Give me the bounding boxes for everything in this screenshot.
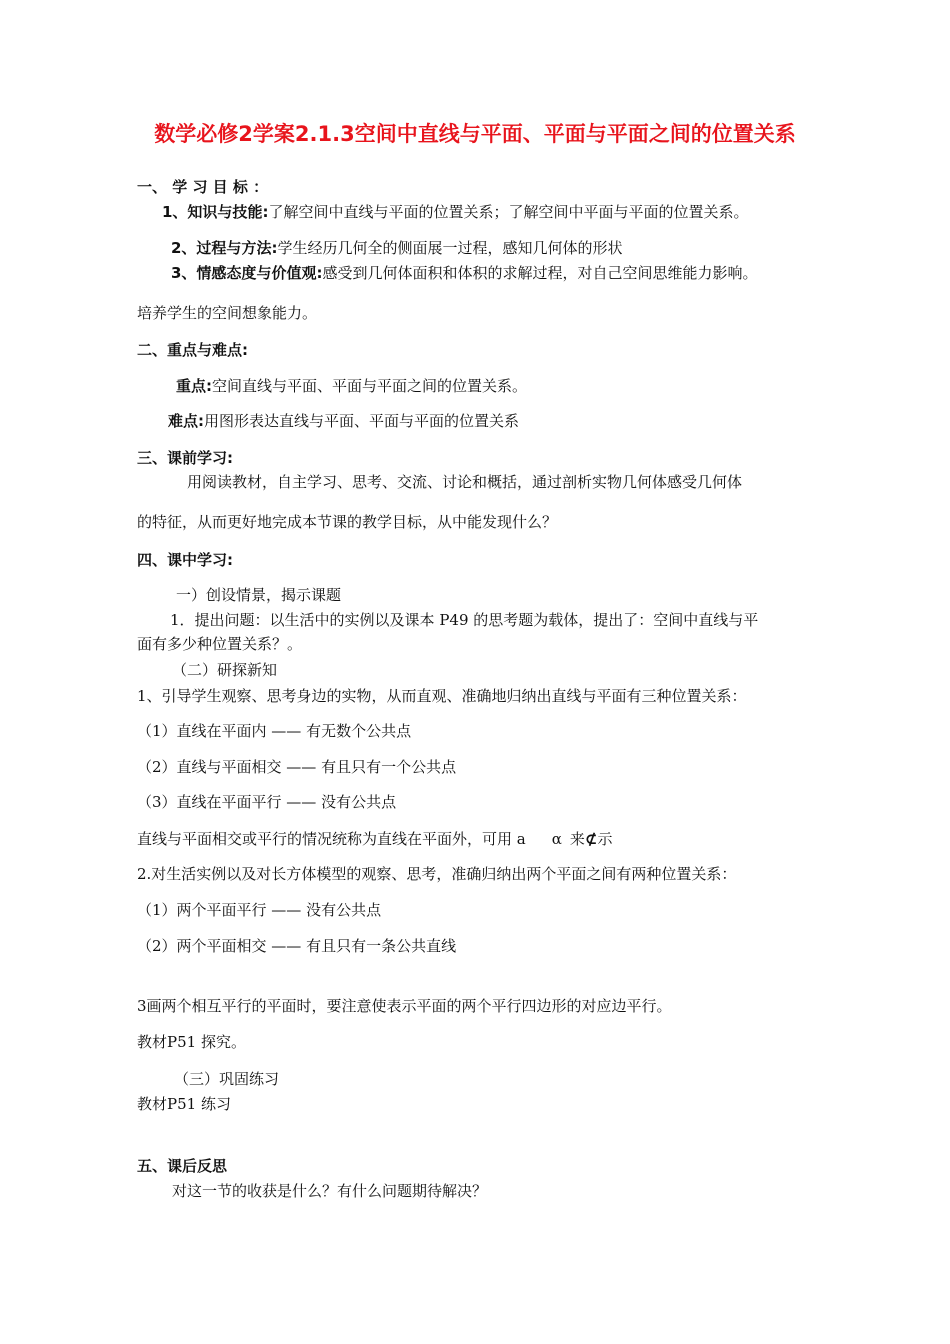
goal-continuation: 培养学生的空间想象能力。 (137, 304, 318, 322)
key-point-text: 空间直线与平面、平面与平面之间的位置关系。 (212, 377, 528, 395)
outside-plane-notation-text: 直线与平面相交或平行的情况统称为直线在平面外，可用 a (137, 830, 526, 848)
notation-end: 示 (597, 830, 613, 848)
subsection-3-title: （三）巩固练习 (174, 1070, 280, 1088)
goal-process-text: 学生经历几何全的侧面展一过程，感知几何体的形状 (277, 239, 623, 257)
prestudy-paragraph-line-1: 用阅读教材，自主学习、思考、交流、讨论和概括，通过剖析实物几何体感受几何体 (187, 473, 743, 491)
subsection-2-title: （二）研探新知 (172, 661, 278, 679)
relation-intersect: （2）直线与平面相交 —— 有且只有一个公共点 (137, 758, 457, 776)
key-point (176, 376, 527, 396)
goal-attitude-label: 3、情感态度与价值观: (171, 264, 323, 282)
plane-plane-relations-intro: 2.对生活实例以及对长方体模型的观察、思考，准确归纳出两个平面之间有两种位置关系： (137, 865, 737, 883)
difficult-point (168, 411, 519, 431)
goal-attitude (171, 263, 757, 283)
goal-process-label: 2、过程与方法: (171, 239, 278, 257)
key-point-label: 重点: (176, 377, 212, 395)
goal-process (171, 238, 622, 258)
goal-knowledge-label: 1、知识与技能: (162, 203, 269, 221)
section-5-heading: 五、课后反思 (137, 1157, 228, 1175)
section-3-heading: 三、课前学习: (137, 449, 233, 467)
page-title: 数学必修2学案2.1.3空间中直线与平面、平面与平面之间的位置关系 (154, 122, 796, 146)
section-1-heading: 一、 学 习 目 标 ： (137, 178, 269, 196)
textbook-exercise: 教材P51 练习 (137, 1095, 231, 1113)
not-subset-symbol: ⊄ (584, 830, 598, 848)
question-1-line-2: 面有多少种位置关系？。 (137, 635, 303, 653)
planes-parallel: （1）两个平面平行 —— 没有公共点 (137, 901, 382, 919)
reflection-question: 对这一节的收获是什么？有什么问题期待解决？ (172, 1182, 488, 1200)
textbook-explore: 教材P51 探究。 (137, 1033, 246, 1051)
goal-knowledge-text: 了解空间中直线与平面的位置关系；了解空间中平面与平面的位置关系。 (268, 203, 749, 221)
line-plane-relations-intro: 1、引导学生观察、思考身边的实物，从而直观、准确地归纳出直线与平面有三种位置关系： (137, 687, 747, 705)
planes-intersect: （2）两个平面相交 —— 有且只有一条公共直线 (137, 937, 457, 955)
alpha-symbol: α (551, 830, 562, 848)
drawing-parallel-planes-note: 3画两个相互平行的平面时，要注意使表示平面的两个平行四边形的对应边平行。 (137, 997, 672, 1015)
difficult-point-text: 用图形表达直线与平面、平面与平面的位置关系 (204, 412, 520, 430)
section-2-heading: 二、重点与难点: (137, 341, 248, 359)
prestudy-paragraph-line-2: 的特征，从而更好地完成本节课的教学目标，从中能发现什么？ (137, 513, 558, 531)
outside-plane-notation (137, 829, 612, 849)
relation-parallel: （3）直线在平面平行 —— 没有公共点 (137, 793, 397, 811)
relation-in-plane: （1）直线在平面内 —— 有无数个公共点 (137, 722, 412, 740)
difficult-point-label: 难点: (168, 412, 204, 430)
question-1-line-1: 1．提出问题：以生活中的实例以及课本 P49 的思考题为载体，提出了：空间中直线与平 (170, 611, 759, 629)
notation-word: 来 (569, 830, 585, 848)
goal-knowledge (162, 202, 748, 222)
subsection-1-title: 一）创设情景，揭示课题 (176, 586, 342, 604)
section-4-heading: 四、课中学习: (137, 551, 233, 569)
goal-attitude-text: 感受到几何体面积和体积的求解过程，对自己空间思维能力影响。 (322, 264, 758, 282)
